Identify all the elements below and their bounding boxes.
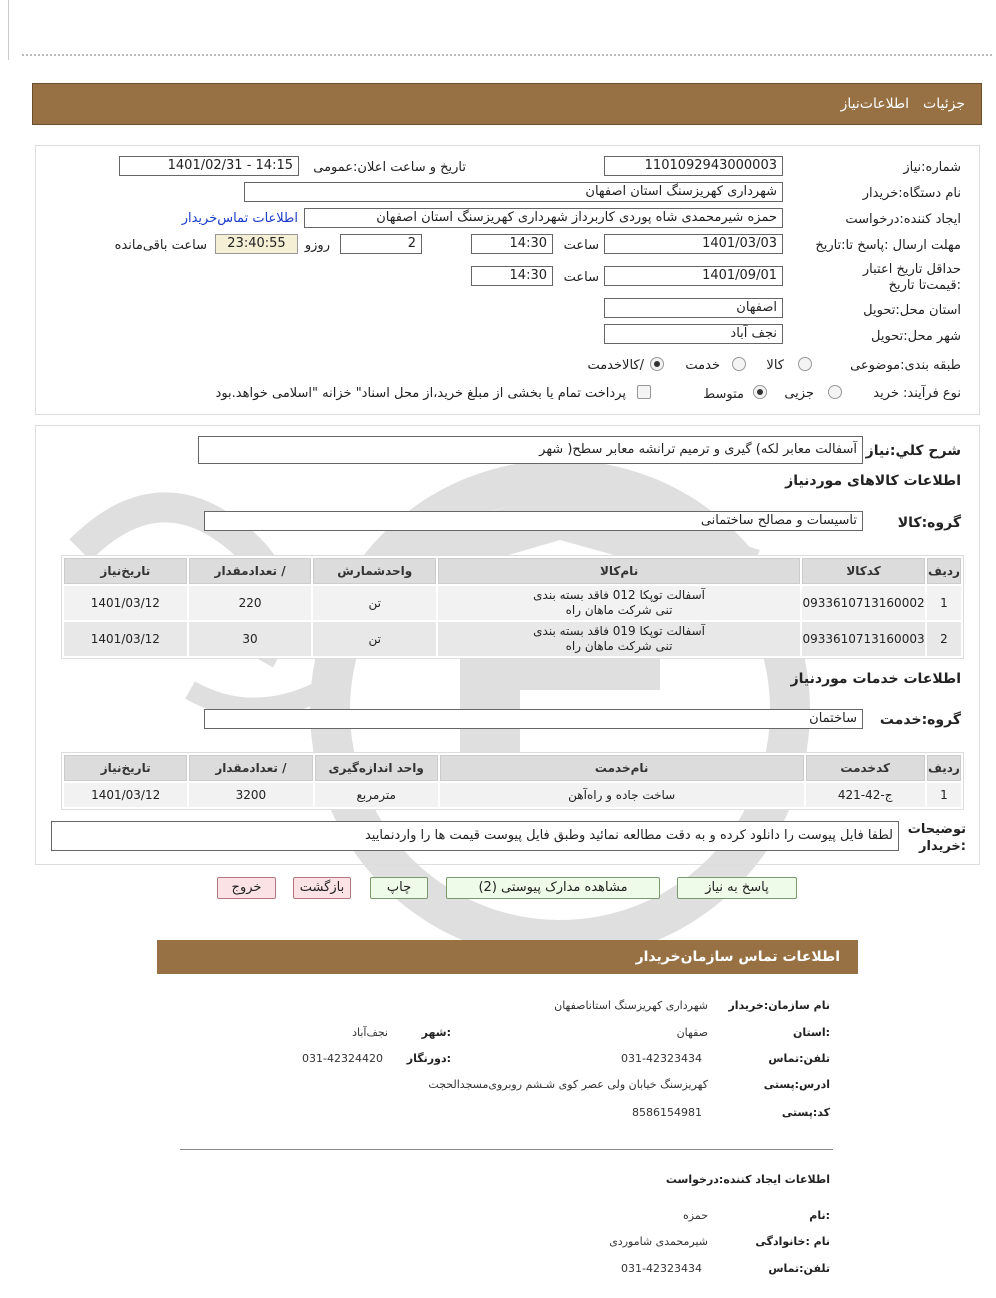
goods-col-qty: / تعدادمقدار [189,558,312,584]
services-group-label: گروه:خدمت [879,712,961,728]
table-row[interactable] [64,586,961,620]
creator-name-label: :نام [809,1209,830,1222]
contact-phone-value: 031-42323434 [621,1052,702,1065]
contact-org-label: نام سازمان:خریدار [728,999,830,1012]
creator-field: حمزه شیرمحمدی شاه پوردی کاربرداز شهرداری کهریزسنگ استان اصفهان [304,208,783,228]
services-col-date: تاریخ‌نیاز [64,755,187,781]
deadline-time-label: ساعت [563,238,599,253]
contact-city-value: نجف‌آباد [352,1026,388,1039]
reply-button[interactable]: پاسخ به نیاز [677,877,797,899]
goods-row-name [438,622,800,656]
goods-row-code: 0933610713160003 [802,622,925,656]
buyer-contact-link[interactable]: اطلاعات تماس‌خریدار [181,211,298,226]
back-button[interactable]: بازگشت [293,877,351,899]
category-both-radio[interactable] [650,357,664,371]
page-edge-line [8,0,9,60]
services-row-code: ج-42-421 [806,783,925,807]
print-button[interactable]: چاپ [370,877,428,899]
contact-phone-label: تلفن:تماس [768,1052,830,1065]
header-bar [32,83,982,125]
remaining-label: ساعت باقی‌مانده [114,238,207,253]
contact-fax-value: 031-42324420 [302,1052,383,1065]
creator-label: ایجاد کننده:درخواست [845,212,961,227]
table-row[interactable] [64,783,961,807]
need-number-label: شماره:نیاز [903,160,961,175]
summary-label: شرح کلي:نیاز [865,443,961,459]
services-row-unit: مترمربع [315,783,438,807]
days-field: 2 [340,234,422,254]
process-medium-label: متوسط [703,387,744,402]
notes-field: لطفا فایل پیوست را دانلود کرده و به دقت مطالعه نمائید وطبق فایل پیوست قیمت ها را واردنمایید [51,821,899,851]
deadline-date-field: 1401/03/03 [604,234,783,254]
contact-section-title: اطلاعات تماس سازمان‌خریدار [635,949,840,965]
services-table-header [64,755,961,781]
contact-province-value: صفهان [676,1026,708,1039]
goods-col-date: تاریخ‌نیاز [64,558,187,584]
goods-group-field: تاسیسات و مصالح ساختمانی [204,511,863,531]
goods-row-date: 1401/03/12 [64,586,187,620]
notes-label-line2: :خریدار [919,839,966,854]
goods-row-number: 2 [927,622,961,656]
goods-col-row: ردیف [927,558,961,584]
validity-time-label: ساعت [563,270,599,285]
services-table [61,752,964,810]
creator-phone-label: تلفن:تماس [768,1262,830,1275]
creator-family-label: نام :خانوادگی [755,1235,830,1248]
goods-row-unit: تن [313,586,436,620]
category-label: طبقه بندی:موضوعی [850,358,961,373]
treasury-payment-checkbox[interactable] [637,385,651,399]
services-col-qty: / تعدادمقدار [189,755,312,781]
contact-org-value: شهرداری کهریزسنگ استاناصفهان [554,999,708,1012]
goods-row-number: 1 [927,586,961,620]
process-label: نوع فرآیند: خرید [873,386,961,401]
process-medium-radio[interactable] [753,385,767,399]
treasury-payment-note: پرداخت تمام یا بخشی از مبلغ خرید،از محل اسناد" خزانه "اسلامی خواهد.بود [215,386,626,401]
need-number-field: 1101092943000003 [604,156,783,176]
creator-phone-value: 031-42323434 [621,1262,702,1275]
goods-row-name-line2: تنی شرکت ماهان راه [565,639,673,653]
deadline-label: مهلت ارسال :پاسخ تا:تاریخ [815,238,961,253]
goods-col-name: نام‌کالا [438,558,800,584]
services-col-code: کدخدمت [806,755,925,781]
deadline-time-field: 14:30 [471,234,553,254]
validity-label: حداقل تاریخ اعتبار :قیمت‌تا تاریخ [862,262,961,293]
contact-postal-value: 8586154981 [632,1106,702,1119]
tab-need-info[interactable]: اطلاعات‌نیاز [840,96,909,112]
contact-section-header [157,940,858,974]
contact-address-value: کهریزسنگ خیابان ولی عصر کوی شـشم روبروی‌مسجدالحجت [428,1078,708,1091]
services-group-field: ساختمان [204,709,863,729]
goods-row-name-line1: آسفالت توپکا 012 فاقد بسته بندی [533,588,706,602]
goods-row-code: 0933610713160002 [802,586,925,620]
validity-date-field: 1401/09/01 [604,266,783,286]
validity-time-field: 14:30 [471,266,553,286]
goods-table-header [64,558,961,584]
contact-province-label: :استان [793,1026,830,1039]
goods-section-title: اطلاعات کالاهای موردنیاز [785,473,961,489]
summary-field: آسفالت معابر لکه) گیری و ترمیم ترانشه معابر سطح( شهر [198,436,863,464]
goods-table [61,555,964,659]
category-service-label: خدمت [685,358,720,373]
announce-field: 1401/02/31 - 14:15 [119,156,299,176]
goods-row-unit: تن [313,622,436,656]
creator-section-title: اطلاعات ایجاد کننده:درخواست [665,1173,830,1186]
notes-label-line1: توضیحات [907,822,966,837]
services-row-qty: 3200 [189,783,312,807]
goods-row-name-line2: تنی شرکت ماهان راه [565,603,673,617]
goods-col-code: کدکالا [802,558,925,584]
buyer-org-field: شهرداری کهریزسنگ استان اصفهان [244,182,783,202]
category-goods-label: کالا [766,358,784,373]
contact-address-label: ادرس:پستی [763,1078,830,1091]
goods-row-name-line1: آسفالت توپکا 019 فاقد بسته بندی [533,624,706,638]
announce-label: تاریخ و ساعت اعلان:عمومی [313,160,466,175]
contact-fax-label: :دورنگار [406,1052,451,1065]
services-section-title: اطلاعات خدمات موردنیاز [790,671,961,687]
days-label: روزو [304,238,330,253]
services-col-unit: واحد اندازه‌گیری [315,755,438,781]
city-label: شهر محل:تحویل [871,329,961,344]
contact-postal-label: کد:پستی [781,1106,830,1119]
creator-family-value: شیرمحمدی شاموردی [609,1235,708,1248]
goods-row-qty: 30 [189,622,312,656]
top-divider [22,54,992,56]
contact-divider [180,1149,833,1150]
process-partial-label: جزیی [784,386,814,401]
process-partial-radio[interactable] [828,385,842,399]
goods-row-qty: 220 [189,586,312,620]
goods-group-label: گروه:کالا [897,515,961,531]
services-row-number: 1 [927,783,961,807]
category-goods-radio[interactable] [798,357,812,371]
services-col-name: نام‌خدمت [440,755,804,781]
category-service-radio[interactable] [732,357,746,371]
view-documents-button[interactable]: مشاهده مدارک پیوستی (2) [446,877,660,899]
services-row-date: 1401/03/12 [64,783,187,807]
remaining-timer: 23:40:55 [215,234,298,254]
services-row-name: ساخت جاده و راه‌آهن [440,783,804,807]
category-both-label: /کالاخدمت [587,358,644,373]
contact-city-label: :شهر [421,1026,451,1039]
province-field: اصفهان [604,298,783,318]
goods-row-date: 1401/03/12 [64,622,187,656]
services-col-row: ردیف [927,755,961,781]
buyer-org-label: نام دستگاه:خریدار [862,186,961,201]
notes-label [908,821,966,855]
goods-row-name [438,586,800,620]
exit-button[interactable]: خروج [217,877,276,899]
city-field: نجف آباد [604,324,783,344]
goods-col-unit: واحدشمارش [313,558,436,584]
table-row[interactable] [64,622,961,656]
creator-name-value: حمزه [683,1209,708,1222]
province-label: استان محل:تحویل [863,303,961,318]
tab-details[interactable]: جزئیات [923,96,965,112]
